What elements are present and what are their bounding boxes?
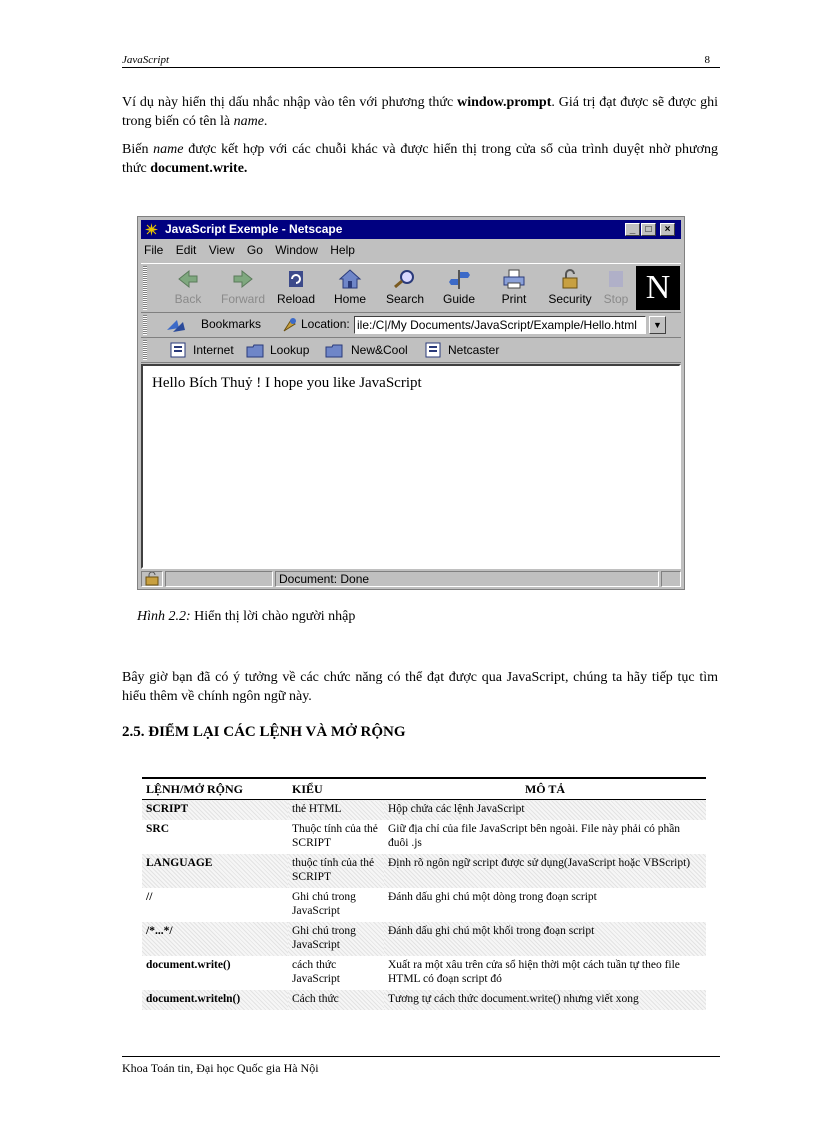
bookmark-page-icon	[425, 342, 441, 358]
table-row	[142, 956, 706, 990]
cell-command: document.write()	[146, 959, 231, 971]
menu-edit[interactable]: Edit	[175, 243, 197, 257]
cell-description: Xuất ra một xâu trên cửa sổ hiện thời một cách tuần tự theo file HTML có đoạn script đó	[388, 959, 680, 985]
lock-icon	[557, 268, 583, 290]
column-header-type: KIỂU	[288, 778, 384, 800]
page-header	[122, 54, 720, 68]
menu-help[interactable]: Help	[330, 243, 355, 257]
menu-window[interactable]: Window	[275, 243, 318, 257]
cell-description: Tương tự cách thức document.write() nhưng viết xong	[384, 990, 706, 1010]
page-greeting-text: Hello Bích Thuỷ ! I hope you like JavaScript	[152, 375, 422, 391]
cell-description: Giữ địa chỉ của file JavaScript bên ngoài. File này phải có phần đuôi .js	[388, 823, 681, 849]
cell-command: SCRIPT	[142, 800, 288, 821]
cell-command: /*...*/	[142, 922, 288, 956]
cell-type: thuộc tính của thẻ SCRIPT	[288, 854, 384, 888]
personal-toolbar	[141, 338, 681, 363]
cell-type: Ghi chú trong JavaScript	[288, 922, 384, 956]
text-run: . Giá trị đạt được sẽ được ghi trong biến có tên là	[122, 95, 718, 129]
page-number: 8	[704, 54, 710, 66]
paragraph-2	[122, 140, 718, 178]
text-run: document.write.	[150, 161, 248, 176]
search-button[interactable]: Search	[379, 268, 431, 306]
location-label: Location:	[301, 317, 350, 331]
cell-description: Đánh dấu ghi chú một khối trong đoạn script	[384, 922, 706, 956]
text-run: name	[233, 114, 264, 129]
netscape-window	[137, 216, 685, 590]
window-title: JavaScript Exemple - Netscape	[165, 222, 343, 236]
navigation-toolbar	[141, 263, 681, 313]
netscape-window-icon	[144, 222, 159, 237]
back-button[interactable]: Back	[162, 268, 214, 306]
chevron-down-icon[interactable]: ▼	[649, 316, 666, 334]
table-row	[142, 800, 706, 821]
personal-internet[interactable]: Internet	[193, 343, 234, 357]
back-arrow-icon	[175, 268, 201, 290]
table-row	[142, 888, 706, 922]
cell-type: Thuộc tính của thẻ SCRIPT	[292, 823, 378, 849]
bookmarks-button[interactable]: Bookmarks	[201, 317, 262, 331]
bookmarks-icon	[165, 316, 191, 334]
personal-newcool[interactable]: New&Cool	[351, 343, 408, 357]
menu-view[interactable]: View	[208, 243, 235, 257]
cell-type: cách thức JavaScript	[292, 959, 340, 985]
reload-button[interactable]: Reload	[270, 268, 322, 306]
header-title: JavaScript	[122, 54, 170, 66]
maximize-button[interactable]: □	[641, 223, 656, 236]
section-heading: 2.5. ĐIỂM LẠI CÁC LỆNH VÀ MỞ RỘNG	[122, 724, 406, 740]
cell-command: //	[146, 891, 153, 903]
personal-grip[interactable]	[143, 340, 147, 360]
cell-type: Ghi chú trong JavaScript	[292, 891, 356, 917]
netscape-logo[interactable]: N	[636, 266, 680, 310]
print-button[interactable]: Print	[488, 268, 540, 306]
menu-bar	[144, 243, 364, 261]
cell-description: Hộp chứa các lệnh JavaScript	[384, 800, 706, 821]
paragraph-3: Bây giờ bạn đã có ý tưởng về các chức năng có thể đạt được qua JavaScript, chúng ta hãy tiếp tục tìm hiểu thêm về chính ngôn ngữ này.	[122, 670, 718, 704]
print-icon	[501, 268, 527, 290]
search-icon	[392, 268, 418, 290]
stop-button[interactable]: Stop	[596, 268, 636, 306]
paragraph-1	[122, 93, 718, 131]
caption-text: Hiển thị lời chào người nhập	[190, 609, 356, 624]
toolbar-grip[interactable]	[143, 266, 147, 310]
location-grip[interactable]	[143, 315, 147, 335]
cell-type: thẻ HTML	[288, 800, 384, 821]
progress-bar	[165, 571, 273, 587]
table-row	[142, 854, 706, 888]
cell-command: document.writeln()	[142, 990, 288, 1010]
cell-description: Định rõ ngôn ngữ script được sử dụng(JavaScript hoặc VBScript)	[384, 854, 706, 888]
cell-command: SRC	[146, 823, 170, 835]
guide-icon	[446, 268, 472, 290]
home-button[interactable]: Home	[324, 268, 376, 306]
caption-label: Hình 2.2:	[137, 609, 191, 624]
figure-caption	[137, 609, 355, 625]
personal-netcaster[interactable]: Netcaster	[448, 343, 500, 357]
status-bar	[141, 571, 681, 587]
text-run: name	[153, 142, 184, 157]
column-header-command: LỆNH/MỞ RỘNG	[142, 778, 288, 800]
personal-lookup[interactable]: Lookup	[270, 343, 310, 357]
location-input[interactable]: ile:/C|/My Documents/JavaScript/Example/Hello.html	[354, 316, 646, 334]
page-viewport[interactable]	[141, 364, 681, 569]
status-text: Document: Done	[275, 571, 659, 587]
window-titlebar	[141, 220, 681, 239]
location-icon	[281, 316, 299, 334]
cell-type: Cách thức	[288, 990, 384, 1010]
forward-arrow-icon	[230, 268, 256, 290]
forward-button[interactable]: Forward	[217, 268, 269, 306]
page-footer: Khoa Toán tin, Đại học Quốc gia Hà Nội	[122, 1056, 720, 1076]
close-button[interactable]: ×	[660, 223, 675, 236]
text-run: Ví dụ này hiển thị dấu nhắc nhập vào tên với phương thức	[122, 95, 458, 110]
reload-icon	[283, 268, 309, 290]
text-run: window.prompt	[457, 95, 552, 110]
text-run: .	[263, 114, 268, 129]
bookmark-page-icon	[170, 342, 186, 358]
menu-file[interactable]: File	[144, 243, 164, 257]
minimize-button[interactable]: _	[625, 223, 640, 236]
table-header-row	[142, 778, 706, 800]
folder-icon	[246, 342, 264, 358]
text-run: Biến	[122, 142, 154, 157]
resize-grip[interactable]	[661, 571, 681, 587]
cell-command: LANGUAGE	[142, 854, 288, 888]
security-status-icon[interactable]	[141, 571, 163, 587]
security-button[interactable]: Security	[541, 268, 599, 306]
table-row	[142, 922, 706, 956]
guide-button[interactable]: Guide	[433, 268, 485, 306]
column-header-description: MÔ TẢ	[384, 778, 706, 800]
menu-go[interactable]: Go	[246, 243, 263, 257]
table-row	[142, 820, 706, 854]
location-toolbar	[141, 313, 681, 338]
table-row	[142, 990, 706, 1010]
cell-description: Đánh dấu ghi chú một dòng trong đoạn script	[388, 891, 597, 903]
text-run: được kết hợp với các chuỗi khác và được hiển thị trong cửa sổ của trình duyệt nhờ phương thức	[122, 142, 718, 176]
lock-icon	[142, 572, 162, 586]
folder-icon	[325, 342, 343, 358]
stop-icon	[603, 268, 629, 290]
command-reference-table	[142, 777, 706, 1010]
home-icon	[337, 268, 363, 290]
